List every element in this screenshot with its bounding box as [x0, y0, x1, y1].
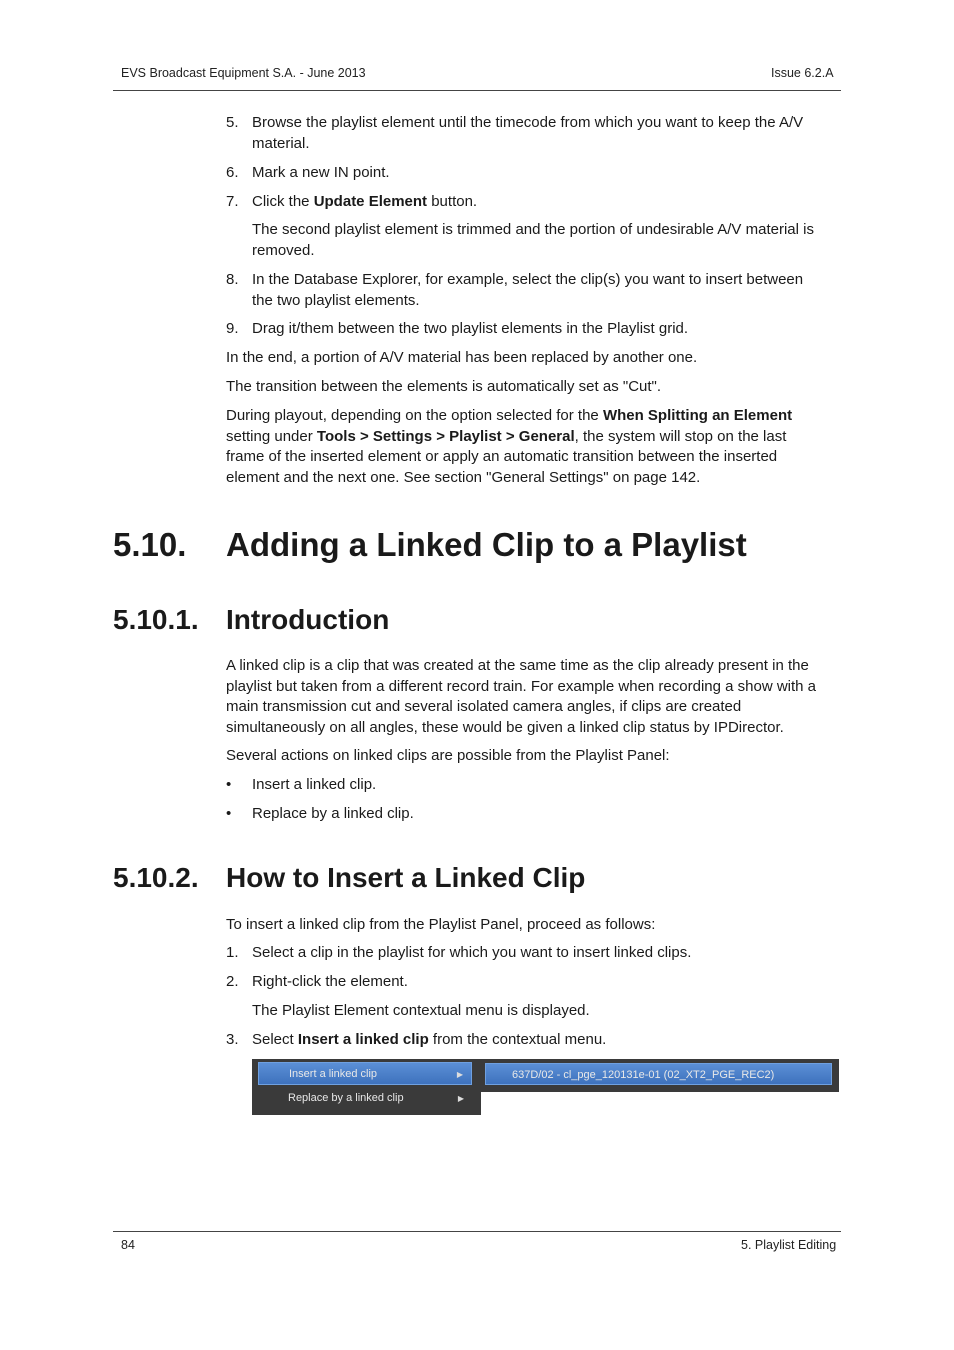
paragraph-transition: The transition between the elements is automatically set as "Cut". [226, 378, 662, 395]
page-number: 84 [121, 1238, 135, 1252]
step-text [252, 113, 803, 154]
step-number: 5. [226, 114, 239, 131]
para-line [226, 406, 792, 427]
section-number: 5.10. [113, 526, 187, 563]
ui-term: Tools > Settings > Playlist > General [316, 427, 575, 445]
step-text: Right-click the element. [252, 973, 408, 990]
step-number: 3. [226, 1031, 239, 1048]
subsection-number: 5.10.1. [113, 604, 199, 635]
step-text: Mark a new IN point. [252, 164, 390, 181]
para-line: simultaneously on all angles, these would be given a linked clip status by IPDirector. [226, 718, 784, 736]
step-number: 1. [226, 944, 239, 961]
ui-term: Update Element [313, 193, 428, 210]
insert-intro: To insert a linked clip from the Playlist Panel, proceed as follows: [226, 916, 656, 933]
step-number: 6. [226, 164, 239, 181]
step-line: material. [252, 134, 310, 152]
step-line: the two playlist elements. [252, 291, 420, 309]
paragraph-end: In the end, a portion of A/V material has been replaced by another one. [226, 349, 698, 366]
para-line: A linked clip is a clip that was created at the same time as the clip already present in the [226, 657, 809, 674]
text-run: button. [427, 193, 478, 210]
section-title: Adding a Linked Clip to a Playlist [226, 526, 747, 563]
step-line: In the Database Explorer, for example, select the clip(s) you want to insert between [252, 271, 804, 288]
menu-item-label: Insert a linked clip [289, 1068, 378, 1080]
text-run: During playout, depending on the option selected for the [226, 407, 603, 424]
note-line: The second playlist element is trimmed and the portion of undesirable A/V material is [252, 221, 814, 238]
note-line: removed. [252, 241, 315, 259]
subsection-number: 5.10.2. [113, 862, 199, 893]
bullet-text: Replace by a linked clip. [252, 805, 414, 822]
footer-rule [113, 1231, 841, 1232]
bullet: • [226, 805, 232, 822]
step-text: Drag it/them between the two playlist elements in the Playlist grid. [252, 320, 689, 337]
linked-clip-submenu [481, 1059, 839, 1092]
menu-item-label: Replace by a linked clip [288, 1092, 404, 1104]
submenu-arrow-icon: ▶ [456, 1070, 463, 1079]
intro-actions: Several actions on linked clips are possible from the Playlist Panel: [226, 747, 670, 764]
text-run: Click the [252, 193, 314, 210]
step-note [252, 220, 814, 261]
step-number: 9. [226, 320, 239, 337]
step-line: Browse the playlist element until the timecode from which you want to keep the A/V [252, 114, 804, 131]
bullet-text: Insert a linked clip. [252, 776, 377, 793]
step-note: The Playlist Element contextual menu is displayed. [252, 1002, 590, 1019]
menu-item-insert-linked-clip[interactable] [258, 1062, 472, 1085]
context-menu-screenshot [252, 1059, 481, 1115]
para-line: frame of the inserted element or apply an automatic transition between the inserted [226, 448, 778, 465]
step-number: 8. [226, 271, 239, 288]
menu-item-replace-linked-clip[interactable] [258, 1087, 472, 1110]
text-run: Select [252, 1031, 298, 1048]
para-line: playlist but taken from a different record train. For example when recording a show with a [226, 677, 817, 695]
step-text [252, 192, 477, 213]
footer-chapter: 5. Playlist Editing [741, 1238, 837, 1252]
para-line [226, 427, 792, 448]
step-number: 2. [226, 973, 239, 990]
para-line: main transmission cut and several isolated camera angles, if clips are created [226, 698, 742, 715]
text-run: , the system will stop on the last [574, 427, 787, 445]
header-right: Issue 6.2.A [771, 66, 834, 80]
submenu-arrow-icon: ▶ [457, 1094, 464, 1103]
step-text [252, 270, 803, 311]
subsection-title: How to Insert a Linked Clip [226, 862, 586, 893]
intro-paragraph [226, 656, 816, 738]
step-text [252, 1030, 606, 1051]
submenu-item-linked-clip[interactable]: 637D/02 - cl_pge_120131e-01 (02_XT2_PGE_REC2) [485, 1063, 832, 1085]
text-run: from the contextual menu. [428, 1031, 607, 1048]
step-number: 7. [226, 193, 239, 210]
paragraph-playout [226, 406, 792, 488]
step-text: Select a clip in the playlist for which you want to insert linked clips. [252, 944, 692, 961]
para-line: element and the next one. See section "General Settings" on page 142. [226, 468, 701, 486]
subsection-title: Introduction [226, 604, 390, 635]
ui-term: Insert a linked clip [297, 1031, 429, 1048]
header-left: EVS Broadcast Equipment S.A. - June 2013 [121, 66, 366, 80]
header-rule [113, 90, 841, 91]
ui-term: When Splitting an Element [602, 407, 793, 424]
bullet: • [226, 776, 232, 793]
text-run: setting under [226, 427, 317, 445]
